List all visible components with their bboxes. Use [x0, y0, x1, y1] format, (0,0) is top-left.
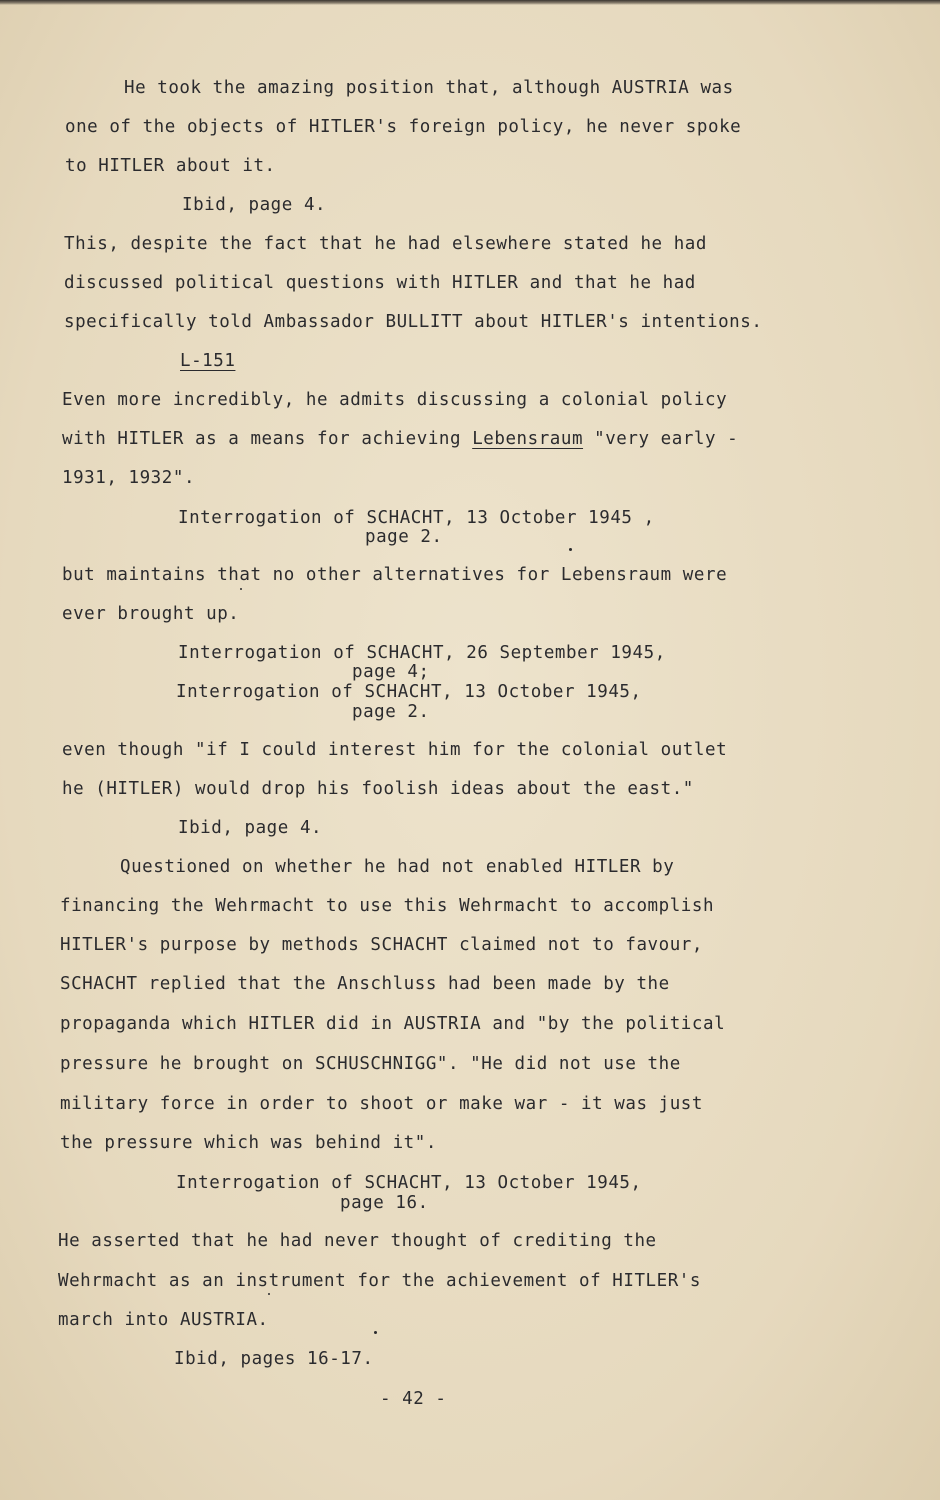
citation-line: Interrogation of SCHACHT, 13 October 1945 ,	[178, 508, 655, 528]
body-line: He took the amazing position that, although AUSTRIA was	[124, 78, 734, 98]
body-line: pressure he brought on SCHUSCHNIGG". "He did not use the	[60, 1054, 681, 1074]
body-line: HITLER's purpose by methods SCHACHT claimed not to favour,	[60, 935, 703, 955]
citation-line: Ibid, pages 16-17.	[174, 1349, 374, 1369]
body-line: Wehrmacht as an instrument for the achievement of HITLER's	[58, 1271, 701, 1291]
ink-speck	[374, 1331, 377, 1334]
underlined-term: Lebensraum	[472, 429, 584, 449]
body-line: the pressure which was behind it".	[60, 1133, 437, 1153]
body-line: one of the objects of HITLER's foreign policy, he never spoke	[65, 117, 742, 137]
citation-line: Ibid, page 4.	[182, 195, 327, 215]
body-line: he (HITLER) would drop his foolish ideas about the east."	[62, 779, 694, 799]
body-line: even though "if I could interest him for the colonial outlet	[62, 740, 728, 760]
body-line: military force in order to shoot or make war - it was just	[60, 1094, 703, 1114]
body-line: but maintains that no other alternatives for Lebensraum were	[62, 565, 728, 585]
ink-speck	[268, 1293, 270, 1295]
body-line: He asserted that he had never thought of crediting the	[58, 1231, 657, 1251]
body-line: discussed political questions with HITLER and that he had	[64, 273, 696, 293]
citation-line: Interrogation of SCHACHT, 13 October 1945,	[176, 1173, 642, 1193]
ink-speck	[240, 588, 242, 590]
citation-line: page 4;	[352, 662, 430, 682]
citation-line: page 2.	[365, 527, 443, 547]
body-line: march into AUSTRIA.	[58, 1310, 269, 1330]
body-line: 1931, 1932".	[62, 468, 196, 488]
page-top-edge	[0, 0, 940, 5]
citation-line: Interrogation of SCHACHT, 13 October 1945,	[176, 682, 642, 702]
body-line-part: with HITLER as a means for achieving	[62, 429, 473, 449]
body-line: This, despite the fact that he had elsewhere stated he had	[64, 234, 707, 254]
body-line: Even more incredibly, he admits discussing a colonial policy	[62, 390, 728, 410]
body-line-part: "very early -	[583, 429, 739, 449]
ink-speck	[569, 548, 572, 551]
body-line: Questioned on whether he had not enabled HITLER by	[120, 857, 675, 877]
citation-reference: L-151	[180, 351, 236, 371]
citation-line: page 16.	[340, 1193, 429, 1213]
citation-line: Ibid, page 4.	[178, 818, 323, 838]
body-line: financing the Wehrmacht to use this Wehrmacht to accomplish	[60, 896, 715, 916]
body-line: to HITLER about it.	[65, 156, 276, 176]
body-line: specifically told Ambassador BULLITT about HITLER's intentions.	[64, 312, 763, 332]
citation-line: page 2.	[352, 702, 430, 722]
citation-line: Interrogation of SCHACHT, 26 September 1945,	[178, 643, 666, 663]
body-line: SCHACHT replied that the Anschluss had been made by the	[60, 974, 670, 994]
body-line: ever brought up.	[62, 604, 240, 624]
body-line: propaganda which HITLER did in AUSTRIA and "by the political	[60, 1014, 726, 1034]
page-number: - 42 -	[380, 1389, 447, 1409]
body-line	[62, 428, 738, 450]
